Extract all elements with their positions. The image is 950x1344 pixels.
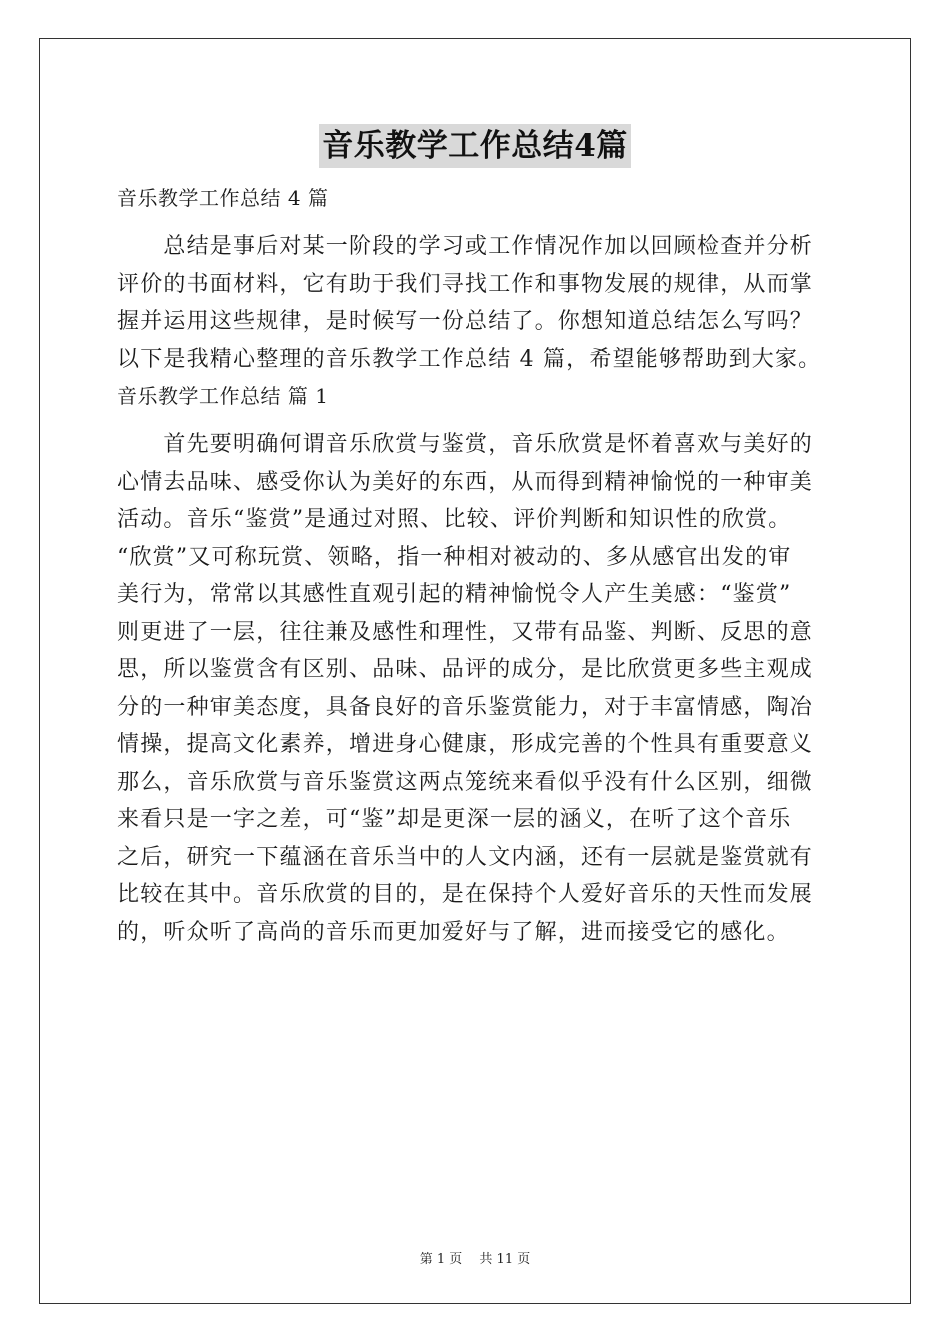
paragraph-line: 总结是事后对某一阶段的学习或工作情况作加以回顾检查并分析 <box>117 234 814 259</box>
paragraph-line: 思，所以鉴赏含有区别、品味、品评的成分，是比欣赏更多些主观成 <box>117 657 814 682</box>
paragraph-line: 来看只是一字之差，可“鉴”却是更深一层的涵义，在听了这个音乐 <box>117 807 792 832</box>
paragraph-line: 评价的书面材料，它有助于我们寻找工作和事物发展的规律，从而掌 <box>117 271 814 297</box>
paragraph-line: 活动。音乐“鉴赏”是通过对照、比较、评价判断和知识性的欣赏。 <box>117 507 792 532</box>
paragraph-line: 那么，音乐欣赏与音乐鉴赏这两点笼统来看似乎没有什么区别，细微 <box>117 769 814 795</box>
paragraph-line: 心情去品味、感受你认为美好的东西，从而得到精神愉悦的一种审美 <box>117 469 814 495</box>
section-heading: 音乐教学工作总结 篇 1 <box>117 384 329 408</box>
page-footer: 第 1 页 共 11 页 <box>419 1252 531 1267</box>
paragraph-line: 比较在其中。音乐欣赏的目的，是在保持个人爱好音乐的天性而发展 <box>117 882 814 907</box>
title-container <box>0 124 950 168</box>
document-body <box>117 180 837 951</box>
paragraph-line: 美行为，常常以其感性直观引起的精神愉悦令人产生美感：“鉴赏” <box>117 582 792 607</box>
paragraph-line: 则更进了一层，往往兼及感性和理性，又带有品鉴、判断、反思的意 <box>117 619 814 645</box>
section1-paragraph <box>117 426 837 951</box>
document-subtitle: 音乐教学工作总结 4 篇 <box>117 186 329 210</box>
paragraph-line: 首先要明确何谓音乐欣赏与鉴赏，音乐欣赏是怀着喜欢与美好的 <box>117 432 814 457</box>
intro-paragraph <box>117 228 837 378</box>
paragraph-line: 情操，提高文化素养，增进身心健康，形成完善的个性具有重要意义 <box>117 732 814 757</box>
paragraph-line: “欣赏”又可称玩赏、领略，指一种相对被动的、多从感官出发的审 <box>117 544 792 570</box>
paragraph-line: 的，听众听了高尚的音乐而更加爱好与了解，进而接受它的感化。 <box>117 919 790 945</box>
paragraph-line: 握并运用这些规律，是时候写一份总结了。你想知道总结怎么写吗？ <box>117 309 814 334</box>
document-title: 音乐教学工作总结4篇 <box>319 124 631 168</box>
paragraph-line: 分的一种审美态度，具备良好的音乐鉴赏能力，对于丰富情感，陶冶 <box>117 694 814 720</box>
paragraph-line: 以下是我精心整理的音乐教学工作总结 4 篇，希望能够帮助到大家。 <box>117 346 822 372</box>
paragraph-line: 之后，研究一下蕴涵在音乐当中的人文内涵，还有一层就是鉴赏就有 <box>117 844 814 870</box>
